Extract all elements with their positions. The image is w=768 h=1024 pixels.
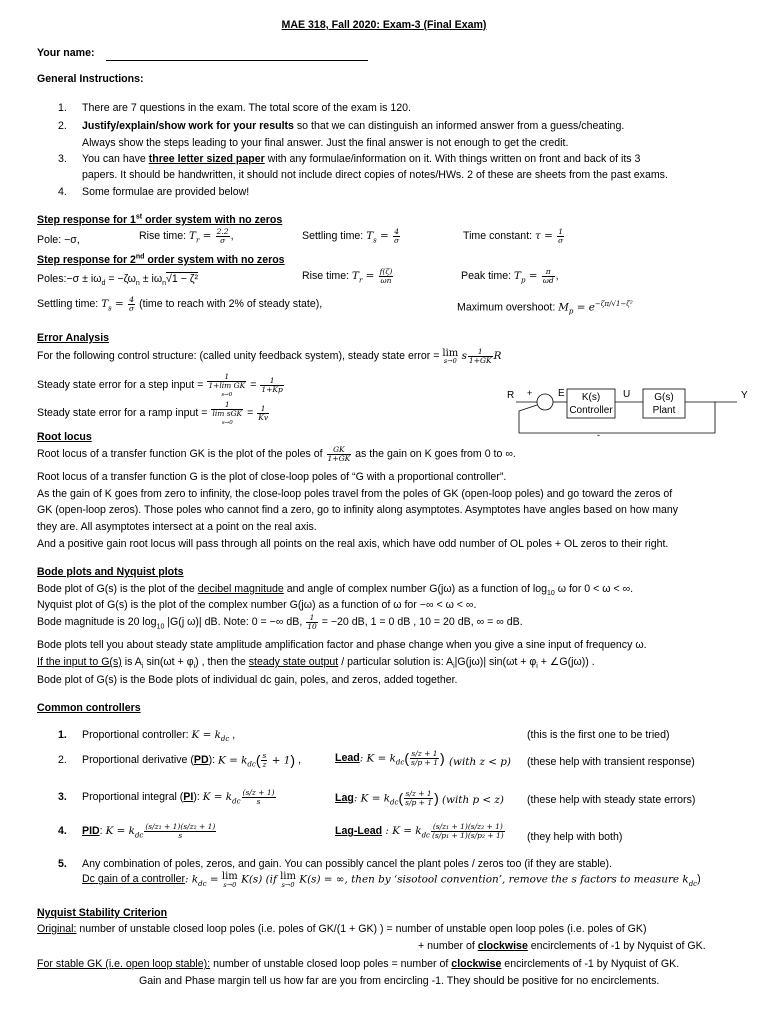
- diagram-summing-junction: [537, 394, 553, 410]
- controller-lead: Lead: $K = k_{dc}$( $\frac{s/z + 1}{s/p + 1}$ ): [335, 749, 445, 768]
- first-order-settling-time: Settling time: $T_s$ = $\frac{4}{\sigma}$: [302, 227, 400, 245]
- diagram-plant-g: G(s): [654, 392, 674, 403]
- first-order-heading: Step response for 1st order system with no zeros: [37, 213, 283, 226]
- controller-proportional-note: (this is the first one to be tried): [527, 729, 670, 741]
- controller-pd-note: (these help with transient response): [527, 756, 695, 768]
- instruction-2-cont: Always show the steps leading to your final answer. Just the final answer is not enough to get the credit.: [82, 137, 569, 149]
- controller-proportional: 1. Proportional controller: $K = k_{dc}$ ,: [58, 729, 236, 744]
- diagram-plus-sign: +: [527, 388, 533, 398]
- controller-pd: 2. Proportional derivative (PD): $K = k_{dc}$( $\frac{s}{z}$ + 1) ,: [58, 751, 301, 770]
- root-locus-line-4: GK (open-loop zeros). Those poles who cannot find a zero, go to infinity along asymptotes. Asymptotes have angles based on how many: [37, 504, 679, 516]
- root-locus-line-5: they are. All asymptotes intersect at a point on the real axis.: [37, 521, 317, 533]
- second-order-heading: Step response for 2nd order system with no zeros: [37, 253, 285, 266]
- nyquist-original-cont: + number of clockwise encirclements of -1 by Nyquist of GK.: [418, 940, 706, 952]
- controller-lag: Lag: $K = k_{dc}$( $\frac{s/z + 1}{s/p + 1}$ ): [335, 789, 439, 808]
- bode-line-5: If the input to G(s) is $A_i$ $\sin(\omega t + \varphi_i)$ , then the steady state output / particular solution is: $A_i|G(j\omega)|$ $\sin(\omega t + \varphi_i$ + ∠G(jω)) .: [37, 656, 595, 671]
- error-analysis-heading: Error Analysis: [37, 332, 110, 344]
- instruction-3: 3. You can have three letter sized paper with any formulae/information on it. With things written on front and back of its 3: [58, 153, 641, 165]
- second-order-rise-time: Rise time: $T_r$ = $\frac{f(\zeta)}{\omega n}$: [302, 267, 393, 285]
- second-order-poles: Poles:−σ ± $i\omega_d = -\zeta\omega_n \pm i\omega_n√1 - \zeta^2$: [37, 273, 199, 288]
- diagram-label-r: R: [507, 390, 515, 401]
- root-locus-heading: Root locus: [37, 431, 92, 443]
- nyquist-stable: For stable GK (i.e. open loop stable): number of unstable closed loop poles = number of clockwise encirclements of -1 by Nyquist of GK.: [37, 958, 680, 970]
- nyquist-margin: Gain and Phase margin tell us how far are you from encircling -1. They should be positive for no encirclements.: [139, 975, 660, 987]
- diagram-feedback-path: [519, 402, 715, 433]
- unity-feedback-block-diagram: [505, 383, 750, 443]
- name-label: Your name:: [37, 47, 95, 59]
- second-order-settling-time: Settling time: $T_s$ = $\frac{4}{\sigma}$ (time to reach with 2% of steady state),: [37, 295, 323, 313]
- diagram-minus-sign: -: [597, 430, 600, 440]
- first-order-time-constant: Time constant: τ = $\frac{1}{\sigma}$: [463, 227, 564, 245]
- diagram-controller-label: Controller: [569, 405, 613, 416]
- instruction-4: 4. Some formulae are provided below!: [58, 186, 250, 198]
- second-order-max-overshoot: Maximum overshoot: $M_p = e^{-\zeta\pi/√1-\zeta^2}$: [457, 300, 633, 316]
- root-locus-line-3: As the gain of K goes from zero to infinity, the close-loop poles travel from the poles of GK (open-loop poles) and go toward the zeros of: [37, 488, 673, 500]
- second-order-peak-time: Peak time: $T_p$ = $\frac{\pi}{\omega d}$ ,: [461, 267, 559, 285]
- controller-pid: 4. PID: $K = k_{dc}$ $\frac{\text{(s/z₁ + 1)(s/z₂ + 1)}}{s}$: [58, 822, 216, 840]
- bode-line-3: Bode magnitude is 20 $\log_{10} |G(j$ ω)| dB. Note: 0 = −∞ dB, $\frac{1}{10}$ = −20 dB, 1 = 0 dB , 10 = 20 dB, ∞ = ∞ dB.: [37, 613, 523, 631]
- diagram-label-y: Y: [741, 390, 748, 401]
- diagram-controller-k: K(s): [581, 392, 601, 403]
- diagram-label-u: U: [623, 389, 631, 400]
- diagram-label-e: E: [558, 388, 565, 399]
- first-order-pole: Pole: −σ,: [37, 234, 80, 246]
- controller-dc-gain: Dc gain of a controller: $k_{dc}$ = lim s→0 K(s) (if lim s→0 K(s) = ∞, then by ‘sisotool convention’, remove the s factors to measure $k_{dc}$): [82, 871, 701, 889]
- controller-lag-condition: (with p < z): [442, 794, 504, 806]
- general-instructions-heading: General Instructions:: [37, 73, 144, 85]
- step-error-formula: Steady state error for a step input = 1 1+lim GK s→0 = $\frac{1}{1+Kp}$: [37, 372, 283, 398]
- instruction-3-cont: papers. It should be handwritten, it should not include direct copies of notes/HWs. 2 of these are sheets from the past exams.: [82, 169, 668, 181]
- root-locus-line-1: Root locus of a transfer function GK is the plot of the poles of $\frac{GK}{1+GK}$ as the gain on K goes from 0 to ∞.: [37, 445, 516, 463]
- root-locus-line-2: Root locus of a transfer function G is the plot of close-loop poles of “G with a proportional controller”.: [37, 471, 507, 483]
- controller-lag-lead: Lag-Lead : $K = k_{dc}$ $\frac{\text{(s/z₁ + 1)(s/z₂ + 1)}}{\text{(s/p₁ + 1)(s/p₂ + 1)}}$: [335, 822, 504, 840]
- ramp-error-formula: Steady state error for a ramp input = 1 lim sGK s→0 = $\frac{1}{Kv}$: [37, 400, 269, 426]
- bode-line-2: Nyquist plot of G(s) is the plot of the complex number G(jω) as a function of ω for −∞ < ω < ∞.: [37, 599, 477, 611]
- bode-line-1: Bode plot of G(s) is the plot of the decibel magnitude and angle of complex number G(jω) as a function of $\log_{10} \omega$ for 0 < ω < ∞.: [37, 583, 634, 598]
- bode-line-4: Bode plots tell you about steady state amplitude amplification factor and phase change when you give a sine input of frequency ω.: [37, 639, 647, 651]
- nyquist-heading: Nyquist Stability Criterion: [37, 907, 168, 919]
- controller-combination: 5. Any combination of poles, zeros, and gain. You can possibly cancel the plant poles / zeros too (if they are stable).: [58, 858, 613, 870]
- instruction-2: 2. Justify/explain/show work for your results so that we can distinguish an informed answer from a guess/cheating.: [58, 120, 625, 132]
- controllers-heading: Common controllers: [37, 702, 141, 714]
- name-blank-line[interactable]: [106, 60, 368, 61]
- nyquist-original: Original: number of unstable closed loop poles (i.e. poles of GK/(1 + GK) ) = number of unstable open loop poles (i.e. poles of GK): [37, 923, 647, 935]
- error-analysis-intro: For the following control structure: (called unity feedback system), steady state error = lim s→0 s $\frac{1}{1+GK}$ R: [37, 347, 502, 366]
- controller-pi: 3. Proportional integral (PI): $K = k_{dc}$ $\frac{(s/z + 1)}{s}$: [58, 788, 275, 806]
- exam-title: MAE 318, Fall 2020: Exam-3 (Final Exam): [281, 19, 487, 31]
- controller-pid-note: (they help with both): [527, 831, 623, 843]
- instruction-1: 1. There are 7 questions in the exam. The total score of the exam is 120.: [58, 102, 411, 114]
- diagram-plant-label: Plant: [652, 405, 676, 416]
- controller-lead-condition: (with z < p): [449, 756, 511, 768]
- bode-heading: Bode plots and Nyquist plots: [37, 566, 184, 578]
- controller-pi-note: (these help with steady state errors): [527, 794, 696, 806]
- bode-line-6: Bode plot of G(s) is the Bode plots of individual dc gain, poles, and zeros, added together.: [37, 674, 458, 686]
- root-locus-line-6: And a positive gain root locus will pass through all points on the real axis, which have odd number of OL poles + OL zeros to their right.: [37, 538, 669, 550]
- first-order-rise-time: Rise time: $T_r$ = $\frac{2.2}{\sigma}$ ,: [139, 227, 234, 245]
